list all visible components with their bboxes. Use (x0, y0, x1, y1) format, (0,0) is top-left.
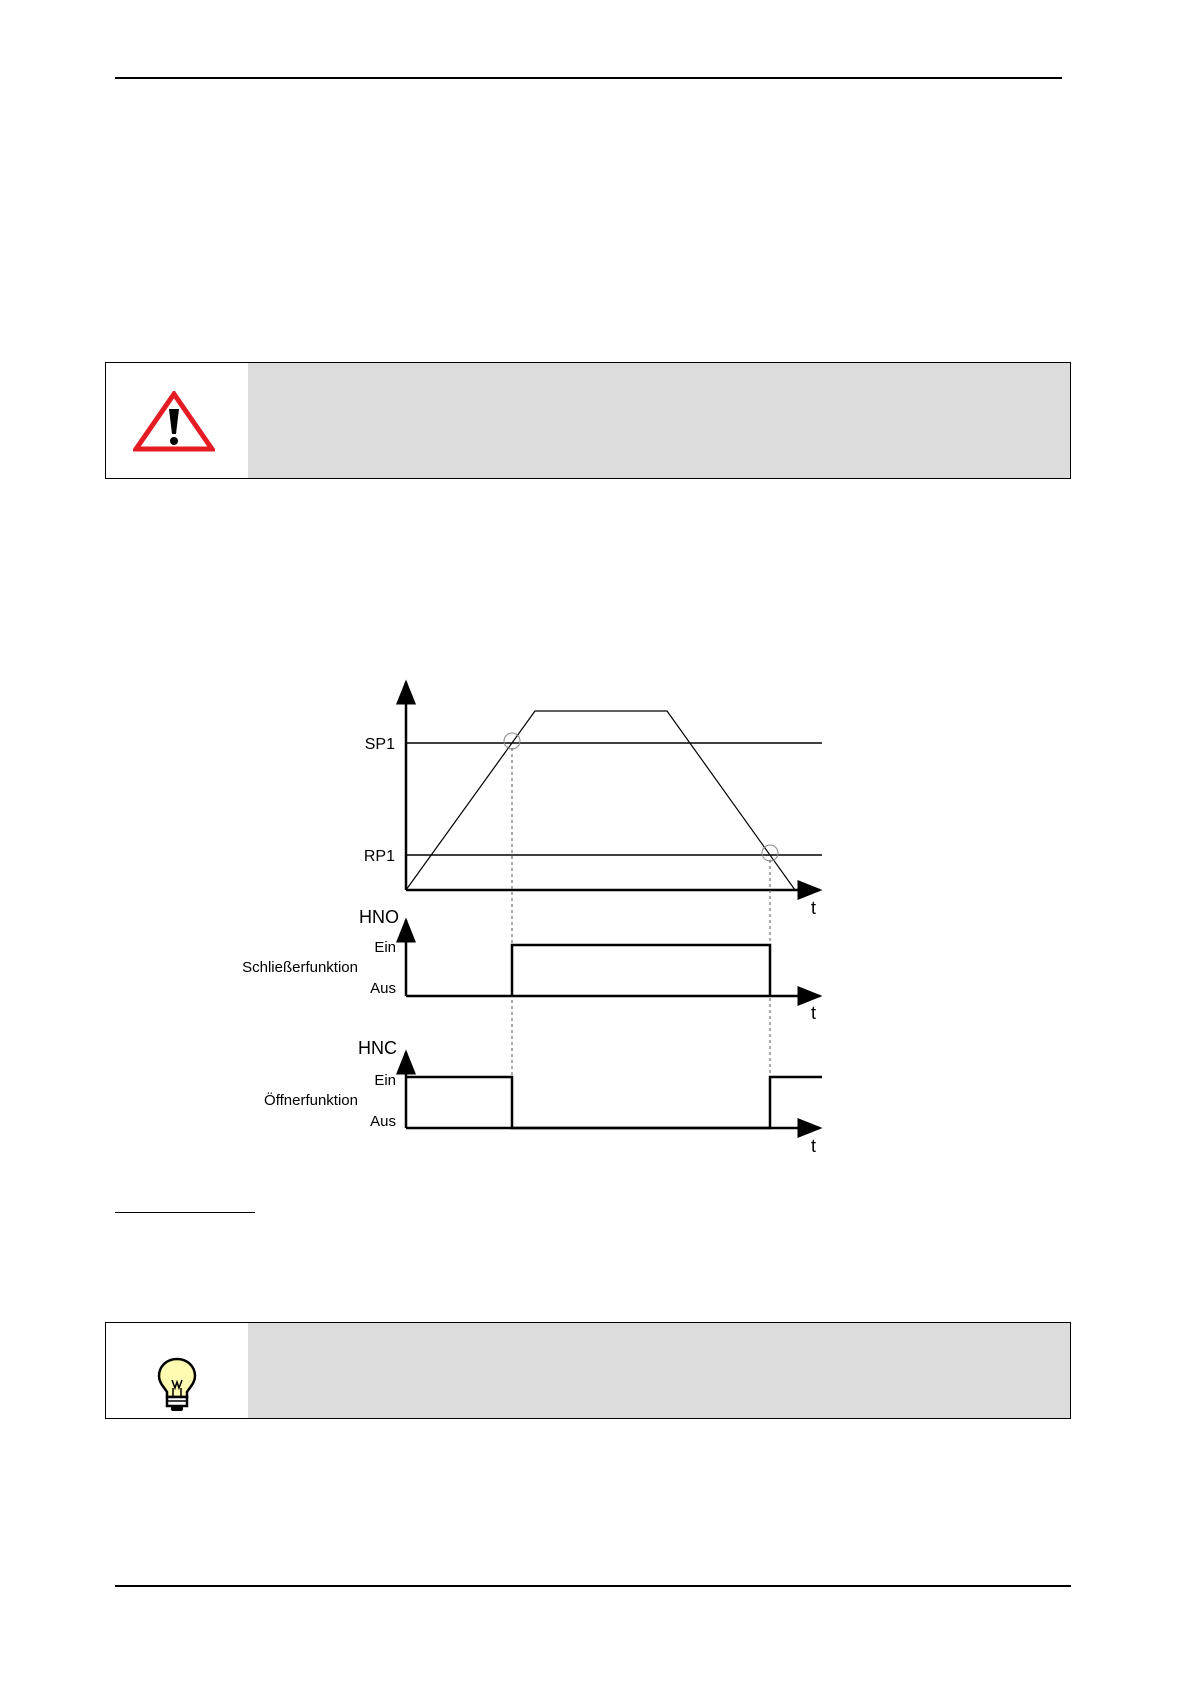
hno-off-label: Aus (370, 980, 396, 997)
footnote-rule (115, 1212, 255, 1213)
warning-triangle-icon (133, 391, 215, 453)
hnc-off-label: Aus (370, 1113, 396, 1130)
header-rule (115, 77, 1062, 79)
tip-icon-cell (106, 1323, 248, 1418)
rp1-label: RP1 (363, 848, 395, 865)
process-signal-curve (406, 711, 795, 890)
warning-icon-cell (106, 363, 248, 478)
warning-box (105, 362, 1071, 479)
hnc-title: HNC (358, 1038, 397, 1058)
hno-on-label: Ein (374, 939, 396, 956)
hnc-on-label: Ein (374, 1072, 396, 1089)
lightbulb-icon (156, 1357, 198, 1413)
hnc-signal (406, 1077, 822, 1128)
top-time-label: t (811, 898, 817, 918)
sp1-crossing-marker (504, 733, 520, 749)
hno-time-label: t (811, 1003, 817, 1023)
hno-signal (512, 945, 770, 996)
tip-text (248, 1323, 1070, 1418)
hnc-function-label: Öffnerfunktion (264, 1092, 358, 1109)
hnc-time-label: t (811, 1136, 817, 1156)
tip-box (105, 1322, 1071, 1419)
rp1-crossing-marker (762, 845, 778, 861)
warning-text (248, 363, 1070, 478)
hno-function-label: Schließerfunktion (242, 959, 358, 976)
sp1-label: SP1 (364, 736, 395, 753)
footer-rule (115, 1585, 1071, 1587)
hno-title: HNO (359, 907, 399, 927)
switching-function-diagram (215, 676, 835, 1161)
